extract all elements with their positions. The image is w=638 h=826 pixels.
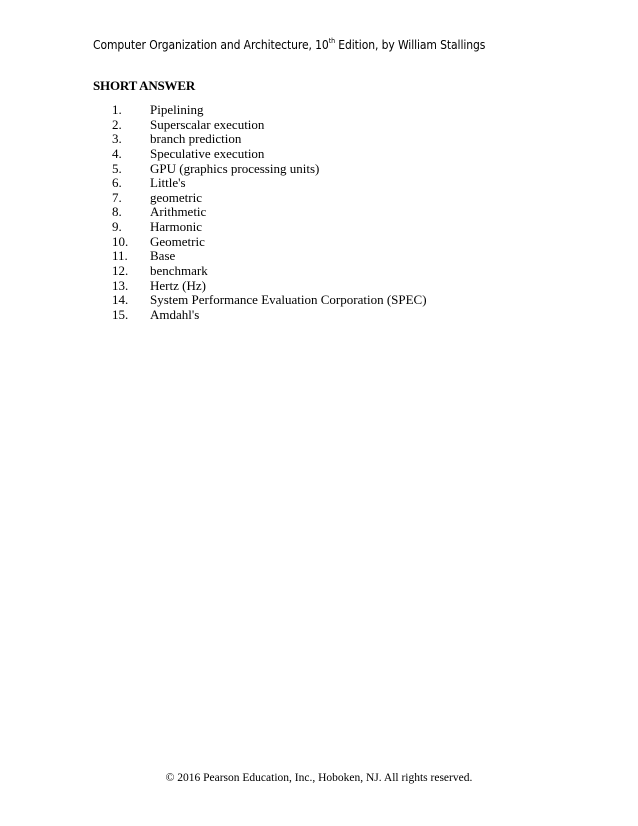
answer-number: 10. xyxy=(112,233,129,249)
answer-number: 11. xyxy=(112,248,128,264)
answer-number: 6. xyxy=(112,175,122,191)
answer-item xyxy=(0,205,638,220)
answer-list xyxy=(0,103,638,323)
answer-number: 9. xyxy=(112,219,122,235)
answer-item xyxy=(0,176,638,191)
answer-item xyxy=(0,279,638,294)
answer-item xyxy=(0,249,638,264)
answer-item xyxy=(0,191,638,206)
answer-text: Base xyxy=(150,248,176,264)
answer-number: 1. xyxy=(112,102,122,117)
answer-number: 4. xyxy=(112,145,122,161)
answer-text: Hertz (Hz) xyxy=(150,277,206,293)
answer-number: 13. xyxy=(112,277,129,293)
answer-item xyxy=(0,147,638,162)
answer-text: branch prediction xyxy=(150,131,242,147)
section-title: SHORT ANSWER xyxy=(93,78,196,93)
answer-number: 2. xyxy=(112,116,122,132)
answer-item xyxy=(0,264,638,279)
answer-text: Harmonic xyxy=(150,219,202,235)
answer-number: 5. xyxy=(112,160,122,176)
answer-item xyxy=(0,162,638,177)
answer-item xyxy=(0,308,638,323)
answer-text: Geometric xyxy=(150,233,205,249)
answer-number: 7. xyxy=(112,189,122,205)
answer-text: geometric xyxy=(150,189,202,205)
answer-number: 12. xyxy=(112,263,129,279)
answer-item xyxy=(0,235,638,250)
answer-number: 14. xyxy=(112,292,129,308)
answer-number: 8. xyxy=(112,204,122,220)
header-title-superscript: th xyxy=(328,37,335,45)
answer-text: Little's xyxy=(150,175,186,191)
answer-text: Pipelining xyxy=(150,102,204,117)
answer-item xyxy=(0,118,638,133)
answer-item xyxy=(0,293,638,308)
answer-text: Speculative execution xyxy=(150,145,265,161)
answer-item xyxy=(0,220,638,235)
answer-text: Amdahl's xyxy=(150,306,200,322)
answer-text: benchmark xyxy=(150,263,208,279)
answer-number: 3. xyxy=(112,131,122,147)
header-title-main: Computer Organization and Architecture, 10 xyxy=(93,38,329,52)
answer-text: Arithmetic xyxy=(150,204,207,220)
answer-item xyxy=(0,132,638,147)
answer-text: System Performance Evaluation Corporation (SPEC) xyxy=(150,292,427,308)
page-header xyxy=(93,38,485,52)
answer-text: Superscalar execution xyxy=(150,116,265,132)
answer-item xyxy=(0,103,638,118)
page-footer-copyright: © 2016 Pearson Education, Inc., Hoboken, NJ. All rights reserved. xyxy=(165,772,473,784)
header-title-rest: Edition, by William Stallings xyxy=(334,38,486,52)
answer-text: GPU (graphics processing units) xyxy=(150,160,320,176)
answer-number: 15. xyxy=(112,306,129,322)
